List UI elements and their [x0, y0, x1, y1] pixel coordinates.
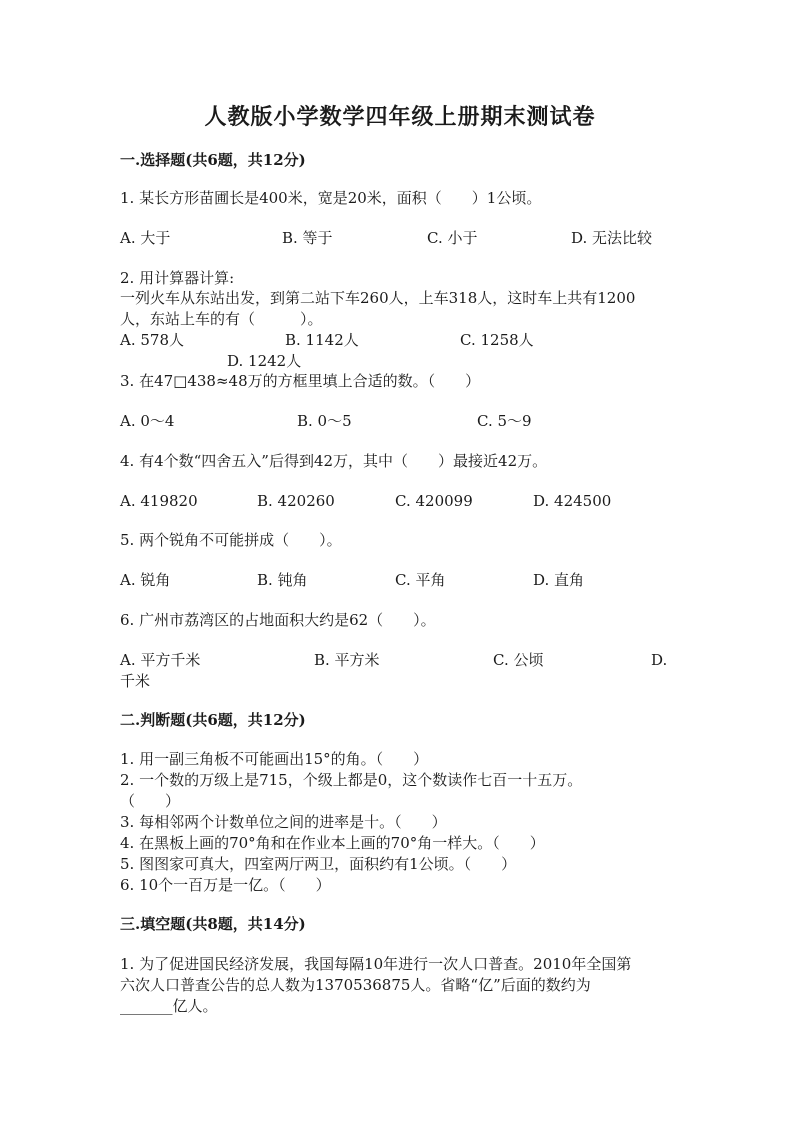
option-continuation: 千米 — [120, 672, 151, 690]
option: B. 平方米 — [314, 651, 380, 669]
option: A. 大于 — [120, 229, 171, 247]
option: C. 公顷 — [493, 651, 544, 669]
option: A. 平方千米 — [120, 651, 201, 669]
option: A. 419820 — [120, 492, 198, 510]
section-heading-choice: 一.选择题(共6题，共12分) — [120, 151, 306, 169]
question-text: 人，东站上车的有（ ）。 — [120, 310, 323, 328]
judgement-item: 5. 图图家可真大，四室两厅两卫，面积约有1公顷。（ ） — [120, 855, 517, 873]
option: D. 1242人 — [227, 352, 302, 370]
section-heading-judgement: 二.判断题(共6题，共12分) — [120, 711, 306, 729]
option: A. 0～4 — [120, 412, 175, 430]
judgement-item: （ ） — [120, 792, 181, 810]
option: D. — [651, 651, 668, 669]
option: B. 420260 — [257, 492, 335, 510]
option: C. 平角 — [395, 571, 446, 589]
question-stem: 6. 广州市荔湾区的占地面积大约是62（ ）。 — [120, 611, 436, 629]
fill-in-text: _______亿人。 — [120, 997, 218, 1015]
question-stem: 2. 用计算器计算: — [120, 269, 235, 287]
fill-in-text: 1. 为了促进国民经济发展，我国每隔10年进行一次人口普查。2010年全国第 — [120, 955, 632, 973]
fill-in-text: 六次人口普查公告的总人数为1370536875人。省略“亿”后面的数约为 — [120, 976, 591, 994]
option: B. 等于 — [282, 229, 333, 247]
option: B. 0～5 — [297, 412, 352, 430]
option: D. 424500 — [533, 492, 612, 510]
option: D. 直角 — [533, 571, 585, 589]
option: C. 5～9 — [477, 412, 532, 430]
option: C. 小于 — [427, 229, 478, 247]
question-stem: 3. 在47□438≈48万的方框里填上合适的数。（ ） — [120, 372, 481, 390]
section-heading-fill-in: 三.填空题(共8题，共14分) — [120, 915, 306, 933]
question-text: 一列火车从东站出发，到第二站下车260人，上车318人，这时车上共有1200 — [120, 289, 636, 307]
option: A. 锐角 — [120, 571, 171, 589]
judgement-item: 2. 一个数的万级上是715，个级上都是0，这个数读作七百一十五万。 — [120, 771, 583, 789]
option: B. 钝角 — [257, 571, 308, 589]
page-title: 人教版小学数学四年级上册期末测试卷 — [204, 104, 596, 130]
option: B. 1142人 — [285, 331, 359, 349]
option: D. 无法比较 — [571, 229, 653, 247]
judgement-item: 1. 用一副三角板不可能画出15°的角。（ ） — [120, 750, 429, 768]
question-stem: 5. 两个锐角不可能拼成（ ）。 — [120, 531, 342, 549]
question-stem: 4. 有4个数“四舍五入”后得到42万，其中（ ）最接近42万。 — [120, 452, 548, 470]
judgement-item: 4. 在黑板上画的70°角和在作业本上画的70°角一样大。（ ） — [120, 834, 545, 852]
judgement-item: 6. 10个一百万是一亿。（ ） — [120, 876, 331, 894]
judgement-item: 3. 每相邻两个计数单位之间的进率是十。（ ） — [120, 813, 447, 831]
option: A. 578人 — [120, 331, 184, 349]
option: C. 1258人 — [460, 331, 534, 349]
question-stem: 1. 某长方形苗圃长是400米，宽是20米，面积（ ）1公顷。 — [120, 189, 542, 207]
option: C. 420099 — [395, 492, 473, 510]
